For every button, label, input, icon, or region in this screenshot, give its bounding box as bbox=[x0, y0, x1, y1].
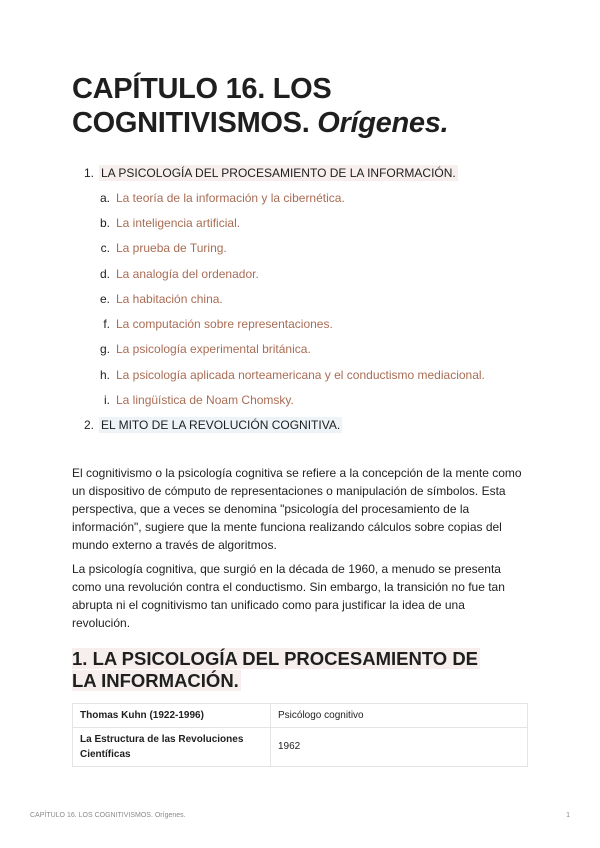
table-row bbox=[73, 727, 528, 766]
page-footer bbox=[30, 812, 570, 819]
toc-subitem-letter: d. bbox=[99, 266, 110, 281]
toc-subitem-link[interactable]: La inteligencia artificial. bbox=[116, 215, 241, 230]
intro-paragraph-2: La psicología cognitiva, que surgió en la década de 1960, a menudo se presenta como una revolución contra el conductismo. Sin embargo, la transición no fue tan abrupta ni el cognitivismo tan unificado como para justificar la idea de una revolución. bbox=[72, 561, 505, 631]
intro-paragraph-1: El cognitivismo o la psicología cognitiva se refiere a la concepción de la mente como un dispositivo de cómputo de representaciones o manipulación de símbolos. Esta perspectiva, que a veces se denomina "psicología del procesamiento de la información", sugiere que la mente funciona realizando cálculos sobre copias del mundo externo a través de algoritmos. bbox=[72, 465, 522, 553]
toc-item-2[interactable] bbox=[72, 413, 528, 438]
toc-subitem-letter: b. bbox=[99, 215, 110, 230]
toc-subitem-b[interactable] bbox=[72, 210, 528, 235]
toc-subitem-link[interactable]: La psicología aplicada norteamericana y el conductismo mediacional. bbox=[116, 367, 485, 382]
toc-subitem-g[interactable] bbox=[72, 337, 528, 362]
toc-subitem-link[interactable]: La psicología experimental británica. bbox=[116, 342, 311, 357]
section-heading-wrapper bbox=[72, 648, 502, 692]
toc-item-number: 2. bbox=[83, 418, 94, 433]
page-title bbox=[72, 72, 528, 140]
page-content bbox=[72, 72, 528, 767]
toc-subitem-letter: c. bbox=[100, 241, 110, 256]
toc-item-1[interactable] bbox=[72, 160, 528, 185]
footer-title: CAPÍTULO 16. LOS COGNITIVISMOS. Orígenes. bbox=[30, 812, 186, 819]
info-table bbox=[72, 703, 528, 767]
toc-subitem-i[interactable] bbox=[72, 387, 528, 412]
toc-subitem-h[interactable] bbox=[72, 362, 528, 387]
table-cell-value: 1962 bbox=[271, 727, 528, 766]
table-cell-key: Thomas Kuhn (1922-1996) bbox=[73, 703, 271, 727]
toc-subitem-d[interactable] bbox=[72, 261, 528, 286]
section-heading: 1. LA PSICOLOGÍA DEL PROCESAMIENTO DE LA INFORMACIÓN. bbox=[72, 647, 479, 691]
toc-subitem-e[interactable] bbox=[72, 286, 528, 311]
toc-subitem-letter: g. bbox=[99, 342, 110, 357]
table-cell-value: Psicólogo cognitivo bbox=[271, 703, 528, 727]
toc-subitem-c[interactable] bbox=[72, 236, 528, 261]
toc-subitem-link[interactable]: La teoría de la información y la cibernética. bbox=[116, 190, 345, 205]
toc-subitem-link[interactable]: La lingüística de Noam Chomsky. bbox=[116, 393, 294, 408]
toc-subitem-link[interactable]: La computación sobre representaciones. bbox=[116, 317, 333, 332]
table-cell-key: La Estructura de las Revoluciones Científicas bbox=[73, 727, 271, 766]
title-main: CAPÍTULO 16. LOS COGNITIVISMOS. bbox=[72, 73, 332, 139]
table-row bbox=[73, 703, 528, 727]
toc-item-number: 1. bbox=[83, 165, 94, 180]
toc-subitem-link[interactable]: La habitación china. bbox=[116, 291, 223, 306]
toc-item-label[interactable]: LA PSICOLOGÍA DEL PROCESAMIENTO DE LA INFORMACIÓN. bbox=[101, 165, 456, 180]
toc-subitem-letter: i. bbox=[104, 393, 110, 408]
toc-subitem-letter: h. bbox=[99, 367, 110, 382]
toc-subitem-letter: e. bbox=[99, 291, 110, 306]
page-number: 1 bbox=[566, 812, 570, 819]
table-of-contents bbox=[72, 160, 528, 438]
title-subtitle: Orígenes. bbox=[317, 107, 449, 139]
toc-subitem-link[interactable]: La analogía del ordenador. bbox=[116, 266, 259, 281]
toc-subitem-link[interactable]: La prueba de Turing. bbox=[116, 241, 227, 256]
toc-subitem-a[interactable] bbox=[72, 185, 528, 210]
toc-subitem-f[interactable] bbox=[72, 311, 528, 336]
toc-item-label[interactable]: EL MITO DE LA REVOLUCIÓN COGNITIVA. bbox=[101, 418, 341, 433]
toc-subitem-letter: f. bbox=[103, 317, 110, 332]
toc-subitem-letter: a. bbox=[99, 190, 110, 205]
